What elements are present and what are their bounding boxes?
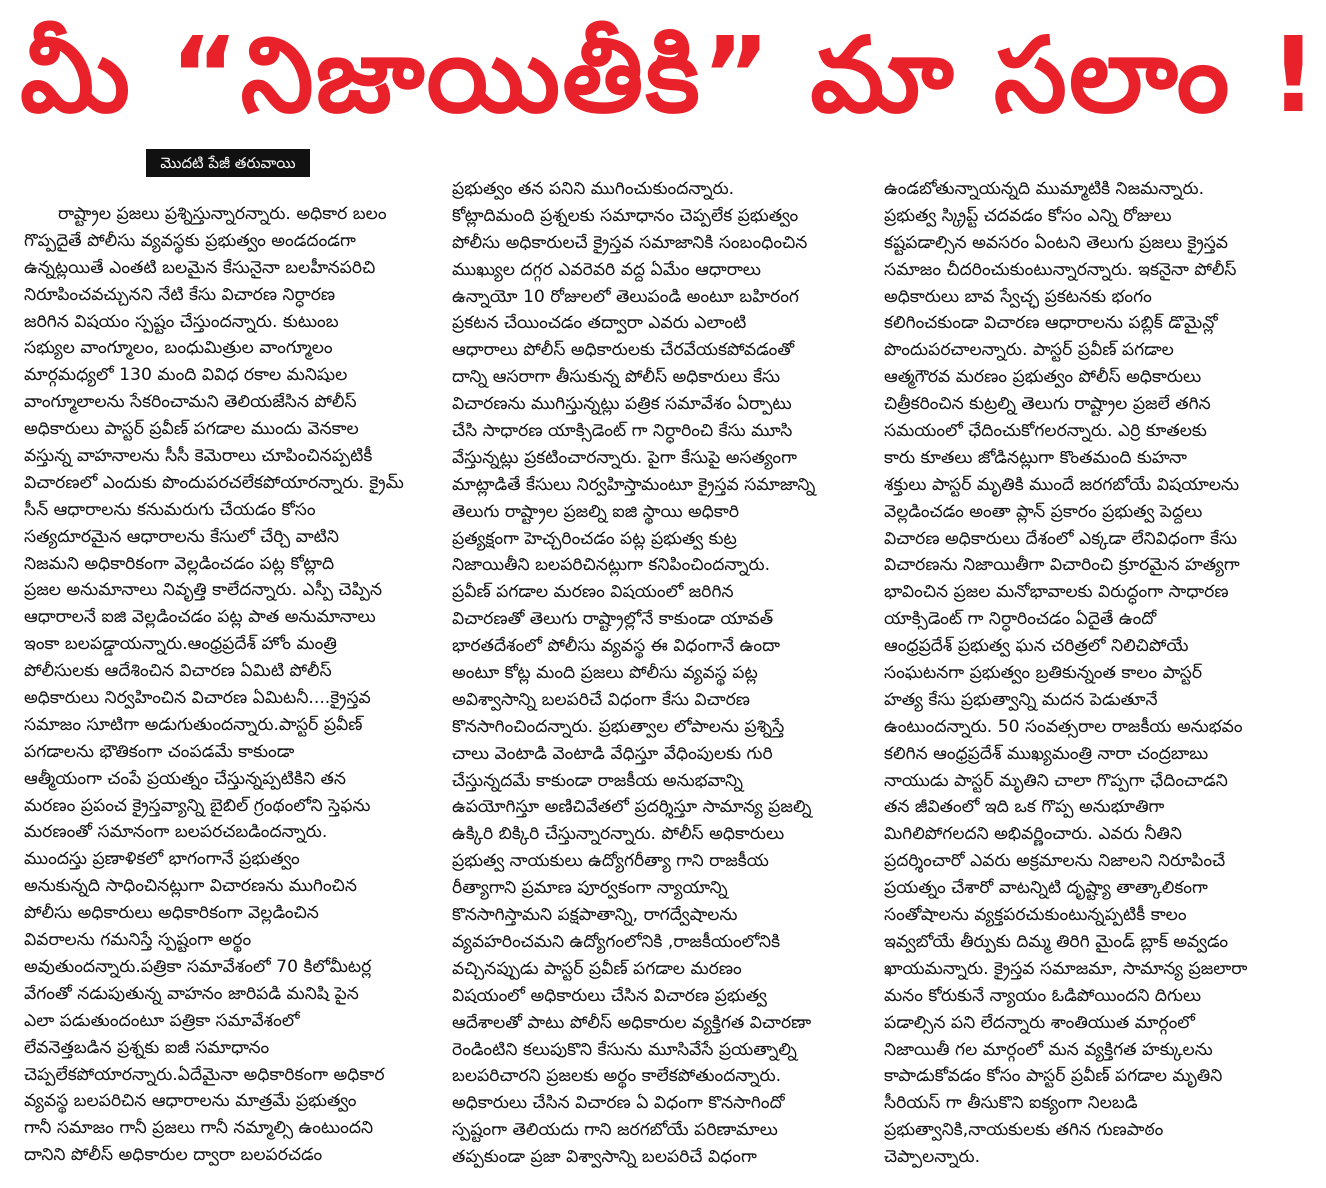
article-line: ఆధారాలనే ఐజి వెల్లడించడం పట్ల పాత అనుమానాలు xyxy=(24,607,376,628)
article-line: దాన్ని ఆసరాగా తీసుకున్న పోలీస్ అధికారులు కేసు xyxy=(452,367,781,388)
article-line: ఉండబోతున్నాయన్నది ముమ్మాటికి నిజమన్నారు. xyxy=(884,179,1205,199)
article-column-1 xyxy=(24,201,428,1169)
article-line: రీత్యాగాని ప్రమాణ పూర్వకంగా న్యాయాన్ని xyxy=(452,878,728,899)
article-line: గొప్పదైతే పోలీసు వ్యవస్థకు ప్రభుత్వం అండదండగా xyxy=(24,230,356,251)
article-line: ఉన్నాయో 10 రోజులలో తెలుపండి అంటూ బహిరంగ xyxy=(452,286,799,307)
article-line: రాష్ట్రాల ప్రజలు ప్రశ్నిస్తున్నారన్నారు. అధికార బలం xyxy=(58,204,387,224)
article-line: కష్టపడాల్సిన అవసరం ఏంటని తెలుగు ప్రజలు క్రైస్తవ xyxy=(884,232,1229,253)
article-line: విచారణను నిజాయితీగా విచారించి క్రూరమైన హత్యగా xyxy=(884,555,1240,576)
article-line: ఆత్మగౌరవ మరణం ప్రభుత్వం పోలీస్ అధికారులు xyxy=(884,367,1202,388)
article-line: అంటూ కోట్ల మంది ప్రజలు పోలీసు వ్యవస్థ పట్ల xyxy=(452,663,758,684)
article-line: నిజమని అధికారికంగా వెల్లడించడం పట్ల కోట్లాది xyxy=(24,553,335,574)
article-line: చాలు వెంటాడి వెంటాడి వేధిస్తూ వేధింపులకు గురి xyxy=(452,743,773,764)
article-column-2 xyxy=(452,176,860,1171)
article-line: ప్రకటన చేయించడం తద్వారా ఎవరు ఎలాంటి xyxy=(452,313,747,334)
article-line: సంఘటనగా ప్రభుత్వం బ్రతికున్నంత కాలం పాస్టర్ xyxy=(884,663,1203,684)
article-line: ఉపయోగిస్తూ అణిచివేతలో ప్రదర్శిస్తూ సామాన్య ప్రజల్ని xyxy=(452,797,812,818)
article-line: కొనసాగిస్తామని పక్షపాతాన్ని, రాగద్వేషాలను xyxy=(452,905,738,926)
article-line: లేవనెత్తబడిన ప్రశ్నకు ఐజీ సమాధానం xyxy=(24,1037,270,1058)
article-line: సమయంలో ఛేదించుకోగలరన్నారు. ఎర్రి కూతలకు xyxy=(884,421,1207,442)
article-line: ఉంటుందన్నారు. 50 సంవత్సరాల రాజకీయ అనుభవం xyxy=(884,716,1243,737)
article-line: సభ్యుల వాంగ్మూలం, బంధుమిత్రుల వాంగ్మూలం xyxy=(24,338,333,359)
article-line: కలిగిన ఆంధ్రప్రదేశ్ ముఖ్యమంత్రి నారా చంద్రబాబు xyxy=(884,743,1209,764)
article-line: పగడాలను భౌతికంగా చంపడమే కాకుండా xyxy=(24,741,295,762)
article-line: విచారణతో తెలుగు రాష్ట్రాల్లోనే కాకుండా యావత్ xyxy=(452,609,774,630)
article-line: విచారణ అధికారులు దేశంలో ఎక్కడా లేనివిధంగా కేసు xyxy=(884,528,1238,549)
article-line: సత్యదూరమైన ఆధారాలను కేసులో చేర్చి వాటిని xyxy=(24,526,339,547)
article-line: ప్రభుత్వ నాయకులు ఉద్యోగరీత్యా గాని రాజకీయ xyxy=(452,851,769,872)
article-line: విచారణను ముగిస్తున్నట్లు పత్రిక సమావేశం ఏర్పాటు xyxy=(452,394,792,415)
article-line: హత్య కేసు ప్రభుత్వాన్ని మదన పెడుతూనే xyxy=(884,689,1158,710)
article-line: వేగంతో నడుపుతున్న వాహనం జారిపడి మనిషి పైన xyxy=(24,983,359,1004)
article-line: ఆధారాలు పోలీస్ అధికారులకు చేరవేయకపోవడంతో xyxy=(452,340,795,361)
article-line: ఆత్మీయంగా చంపే ప్రయత్నం చేస్తున్నప్పటికిని తన xyxy=(24,768,346,789)
article-column-3 xyxy=(884,176,1290,1171)
article-line: చెప్పాలన్నారు. xyxy=(884,1147,981,1168)
article-line: పడాల్సిన పని లేదన్నారు శాంతియుత మార్గంలో xyxy=(884,1012,1195,1033)
article-line: ప్రయత్నం చేశారో వాటన్నిటి దృష్ట్యా తాత్కాలికంగా xyxy=(884,878,1208,899)
article-line: చెప్పలేకపోయారన్నారు.ఏదేమైనా అధికారికంగా అధికార xyxy=(24,1064,385,1085)
article-line: ప్రభుత్వానికి,నాయకులకు తగిన గుణపాఠం xyxy=(884,1120,1164,1141)
article-line: అనుకున్నది సాధించినట్లుగా విచారణను ముగించిన xyxy=(24,876,357,897)
article-line: అధికారులు నిర్వహించిన విచారణ ఏమిటనీ....క్రైస్తవ xyxy=(24,688,371,709)
article-line: వెల్లడించడం అంతా ప్లాన్ ప్రకారం ప్రభుత్వ పెద్దలు xyxy=(884,501,1203,522)
article-line: విషయంలో అధికారులు చేసిన విచారణ ప్రభుత్వ xyxy=(452,985,767,1006)
article-line: సంతోషాలను వ్యక్తపరచుకుంటున్నప్పటికీ కాలం xyxy=(884,905,1187,926)
article-line: యాక్సిడెంట్ గా నిర్ధారించడం ఏదైతే ఉందో xyxy=(884,609,1157,630)
article-line: వ్యవహరించమని ఉద్యోగంలోనికి ,రాజకీయంలోనికి xyxy=(452,931,781,952)
article-line: జరిగిన విషయం స్పష్టం చేస్తుందన్నారు. కుటుంబ xyxy=(24,311,339,332)
article-line: చిత్రీకరించిన కుట్రల్ని తెలుగు రాష్ట్రాల ప్రజలే తగిన xyxy=(884,394,1211,415)
article-line: నిజాయితీ గల మార్గంలో మన వ్యక్తిగత హక్కులను xyxy=(884,1039,1213,1060)
article-line: విచారణలో ఎందుకు పొందుపరచలేకపోయారన్నారు. క్రైమ్ xyxy=(24,472,404,493)
article-line: పోలీసు అధికారులు అధికారికంగా వెల్లడించిన xyxy=(24,903,319,924)
article-line: గానీ సమాజం గానీ ప్రజలు గానీ నమ్మాల్సి ఉంటుందని xyxy=(24,1118,374,1139)
article-line: ప్రదర్శించారో ఎవరు అక్రమాలను నిజాలని నిరూపించే xyxy=(884,851,1226,872)
article-line: ఆంధ్రప్రదేశ్ ప్రభుత్వ ఘన చరిత్రలో నిలిచిపోయే xyxy=(884,636,1189,657)
article-line: పోలీసు అధికారులచే క్రైస్తవ సమాజానికి సంబంధించిన xyxy=(452,232,808,253)
article-line: ముఖ్యుల దగ్గర ఎవరెవరి వద్ద ఏమేం ఆధారాలు xyxy=(452,259,761,280)
article-line: మరణం ప్రపంచ క్రైస్తవ్యాన్ని బైబిల్ గ్రంథంలోని స్తెఫను xyxy=(24,795,371,816)
article-line: కాపాడుకోవడం కోసం పాస్టర్ ప్రవీణ్ పగడాల మృతిని xyxy=(884,1066,1223,1087)
article-line: తప్పకుండా ప్రజా విశ్వాసాన్ని బలపరిచే విధంగా xyxy=(452,1147,757,1168)
article-line: అధికారులు చేసిన విచారణ ఏ విధంగా కొనసాగిందో xyxy=(452,1093,785,1114)
article-line: చేస్తున్నదమే కాకుండా రాజకీయ అనుభవాన్ని xyxy=(452,770,743,791)
article-line: శక్తులు పాస్టర్ మృతికి ముందే జరగబోయే విషయాలను xyxy=(884,474,1240,495)
article-line: మిగిలిపోగలదని అభివర్ణించారు. ఎవరు నీతిని xyxy=(884,824,1182,845)
article-line: ఇవ్వబోయే తీర్పుకు దిమ్మ తిరిగి మైండ్ బ్లాక్ అవ్వడం xyxy=(884,931,1229,952)
article-line: ఉక్కిరి బిక్కిరి చేస్తున్నారన్నారు. పోలీస్ అధికారులు xyxy=(452,824,785,845)
article-line: ప్రజల అనుమానాలు నివృత్తి కాలేదన్నారు. ఎస్పీ చెప్పిన xyxy=(24,580,383,601)
article-line: ఎలా పడుతుందంటూ పత్రికా సమావేశంలో xyxy=(24,1010,300,1031)
continued-from-front-page-label: మొదటి పేజీ తరువాయి xyxy=(146,149,310,177)
article-line: కలిగించకుండా విచారణ ఆధారాలను పబ్లిక్ డొమైన్లో xyxy=(884,313,1218,334)
article-line: వ్యవస్థ బలపరిచిన ఆధారాలను మాత్రమే ప్రభుత్వం xyxy=(24,1091,357,1112)
article-line: వస్తున్న వాహనాలను సీసీ కెమెరాలు చూపించినప్పటికీ xyxy=(24,446,373,467)
article-line: అధికారులు బావ స్వేచ్ఛ ప్రకటనకు భంగం xyxy=(884,286,1152,307)
article-line: నాయుడు పాస్టర్ మృతిని చాలా గొప్పగా ఛేదించాడని xyxy=(884,770,1228,791)
article-line: ఇంకా బలపడ్డాయన్నారు.ఆంధ్రప్రదేశ్ హోం మంత్రి xyxy=(24,634,337,655)
article-line: భారతదేశంలో పోలీసు వ్యవస్థ ఈ విధంగానే ఉందా xyxy=(452,636,780,657)
article-line: మాట్లాడితే కేసులు నిర్వహిస్తామంటూ క్రైస్తవ సమాజాన్ని xyxy=(452,474,816,495)
article-line: రెండింటిని కలుపుకొని కేసును మూసివేసే ప్రయత్నాల్ని xyxy=(452,1039,797,1060)
article-line: ఆదేశాలతో పాటు పోలీస్ అధికారుల వ్యక్తిగత విచారణా xyxy=(452,1012,812,1033)
article-line: పొందుపరచాలన్నారు. పాస్టర్ ప్రవీణ్ పగడాల xyxy=(884,340,1174,361)
article-line: సమాజం సూటిగా అడుగుతుందన్నారు.పాస్టర్ ప్రవీణ్ xyxy=(24,714,363,735)
article-line: భావించిన ప్రజల మనోభావాలకు విరుద్ధంగా సాధారణ xyxy=(884,582,1229,603)
article-line: వాంగ్మూలాలను సేకరించామని తెలియజేసిన పోలీస్ xyxy=(24,392,357,413)
article-line: సీరియస్ గా తీసుకొని ఐక్యంగా నిలబడి xyxy=(884,1093,1138,1114)
article-line: స్పష్టంగా తెలియదు గాని జరగబోయే పరిణామాలు xyxy=(452,1120,778,1141)
article-line: అవుతుందన్నారు.పత్రికా సమావేశంలో 70 కిలోమీటర్ల xyxy=(24,956,372,977)
article-line: మార్గమధ్యలో 130 మంది వివిధ రకాల మనిషుల xyxy=(24,365,348,386)
article-line: పోలీసులకు ఆదేశించిన విచారణ ఏమిటి పోలీస్ xyxy=(24,661,332,682)
article-line: కారు కూతలు జోడినట్లుగా కొంతమంది కుహనా xyxy=(884,447,1187,468)
article-line: ప్రవీణ్ పగడాల మరణం విషయంలో జరిగిన xyxy=(452,582,734,603)
article-line: ప్రభుత్వం తన పనిని ముగించుకుందన్నారు. xyxy=(452,179,735,199)
article-line: నిరూపించవచ్చునని నేటి కేసు విచారణ నిర్ధారణ xyxy=(24,284,336,305)
article-line: చేసి సాధారణ యాక్సిడెంట్ గా నిర్ధారించి కేసు మూసి xyxy=(452,421,793,442)
article-line: ముందస్తు ప్రణాళికలో భాగంగానే ప్రభుత్వం xyxy=(24,849,300,870)
article-line: తన జీవితంలో ఇది ఒక గొప్ప అనుభూతిగా xyxy=(884,797,1165,818)
article-line: సీన్ ఆధారాలను కనుమరుగు చేయడం కోసం xyxy=(24,499,316,520)
article-line: కోట్లాదిమంది ప్రశ్నలకు సమాధానం చెప్పలేక ప్రభుత్వం xyxy=(452,205,799,226)
article-line: అవిశ్వాసాన్ని బలపరిచే విధంగా కేసు విచారణ xyxy=(452,689,750,710)
article-line: వేస్తున్నట్లు ప్రకటించారన్నారు. పైగా కేసుపై అసత్యంగా xyxy=(452,447,797,468)
article-line: ప్రభుత్వ స్క్రిప్ట్ చదవడం కోసం ఎన్ని రోజులు xyxy=(884,205,1172,226)
article-line: బలపరిచారని ప్రజలకు అర్థం కాలేకపోతుందన్నారు. xyxy=(452,1066,782,1087)
article-line: ఉన్నట్లయితే ఎంతటి బలమైన కేసునైనా బలహీనపరిచి xyxy=(24,257,376,278)
article-line: మనం కోరుకునే న్యాయం ఓడిపోయిందని దిగులు xyxy=(884,985,1202,1006)
article-line: దానిని పోలీస్ అధికారుల ద్వారా బలపరచడం xyxy=(24,1145,323,1166)
article-line: అధికారులు పాస్టర్ ప్రవీణ్ పగడాల ముందు వెనకాల xyxy=(24,419,359,440)
article-line: ఖాయమన్నారు. క్రైస్తవ సమాజమా, సామాన్య ప్రజలారా xyxy=(884,958,1248,979)
article-line: తెలుగు రాష్ట్రాల ప్రజల్ని ఐజి స్థాయి అధికారి xyxy=(452,501,740,522)
article-line: వచ్చినప్పుడు పాస్టర్ ప్రవీణ్ పగడాల మరణం xyxy=(452,958,742,979)
article-line: వివరాలను గమనిస్తే స్పష్టంగా అర్థం xyxy=(24,930,252,951)
article-line: ప్రత్యక్షంగా హెచ్చరించడం పట్ల ప్రభుత్వ కుట్ర xyxy=(452,528,737,549)
article-line: మరణంతో సమానంగా బలపరచబడిందన్నారు. xyxy=(24,822,328,843)
article-line: సమాజం చీదరించుకుంటున్నారన్నారు. ఇకనైనా పోలీస్ xyxy=(884,259,1237,280)
headline: మీ “నిజాయితీకి” మా సలాం ! xyxy=(20,14,1320,136)
article-line: కొనసాగించిందన్నారు. ప్రభుత్వాల లోపాలను ప్రశ్నిస్తే xyxy=(452,716,785,737)
article-line: నిజాయితీని బలపరిచినట్లుగా కనిపించిందన్నారు. xyxy=(452,555,771,576)
